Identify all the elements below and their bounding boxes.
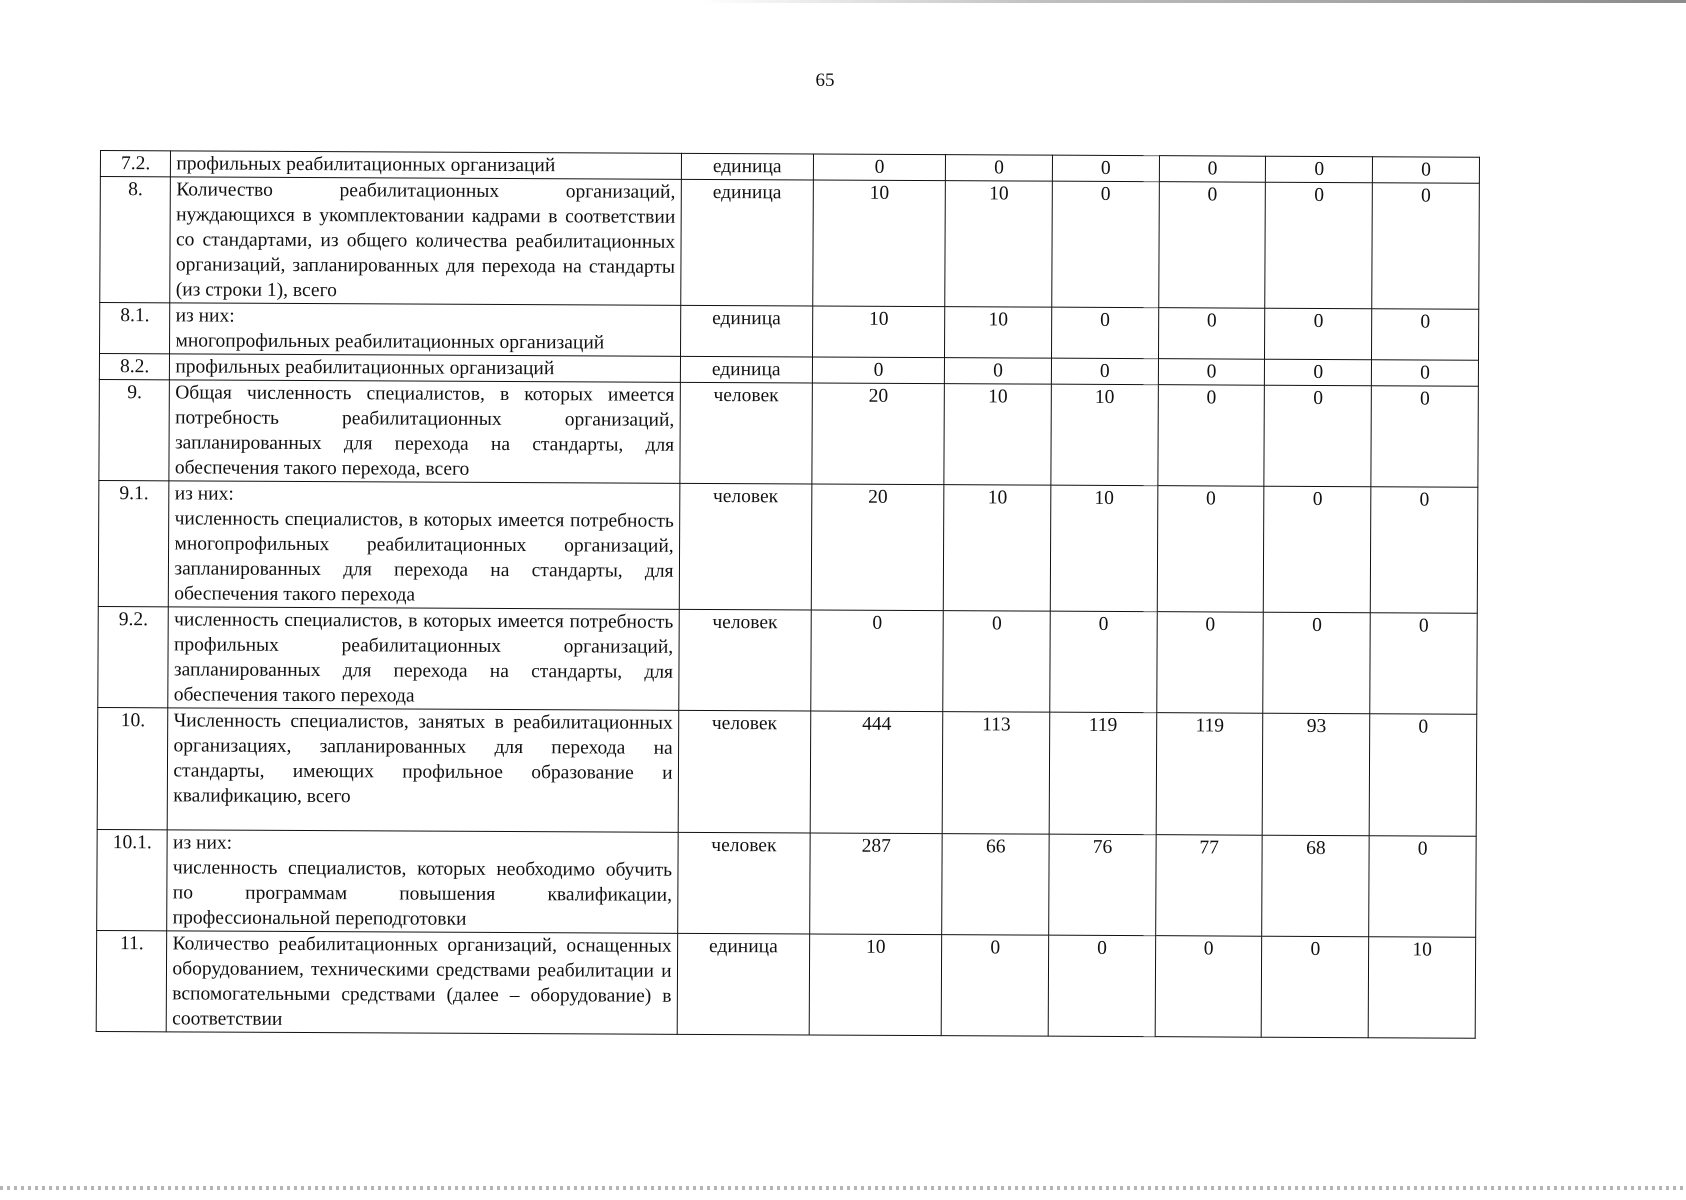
table-body — [96, 151, 1479, 1039]
row-number: 10. — [97, 707, 168, 829]
value-cell: 119 — [1049, 712, 1156, 835]
row-unit: человек — [678, 710, 811, 833]
row-number: 8.2. — [99, 354, 170, 380]
value-cell: 0 — [1372, 183, 1479, 310]
value-cell: 0 — [941, 935, 1048, 1037]
value-cell: 0 — [1050, 611, 1157, 713]
value-cell: 20 — [811, 484, 944, 611]
value-cell: 0 — [1158, 182, 1265, 309]
value-cell: 0 — [1266, 156, 1373, 183]
value-cell: 0 — [1265, 182, 1372, 309]
value-cell: 10 — [813, 180, 946, 307]
row-description — [169, 481, 680, 609]
value-cell: 10 — [1368, 937, 1475, 1039]
value-cell: 0 — [1052, 155, 1159, 182]
row-description — [167, 931, 678, 1034]
row-description — [169, 380, 680, 483]
value-cell: 0 — [1051, 358, 1158, 385]
description-line: Общая численность специалистов, в которых имеется потребность реабилитационных организаций, запланированных для перехода на стандарты, для обеспечения такого перехода, всего — [174, 382, 675, 480]
row-number: 9. — [99, 379, 170, 480]
value-cell: 0 — [946, 155, 1053, 182]
row-number: 11. — [96, 930, 167, 1031]
row-description — [171, 151, 681, 179]
value-cell: 0 — [1052, 181, 1159, 308]
row-unit: единица — [677, 933, 810, 1035]
row-description — [170, 177, 681, 305]
row-number: 8.1. — [100, 303, 171, 354]
value-cell: 0 — [812, 357, 944, 384]
value-cell: 0 — [1370, 487, 1477, 614]
row-unit: единица — [680, 356, 812, 383]
indicator-table — [96, 150, 1480, 1039]
value-cell: 66 — [942, 834, 1049, 936]
value-cell: 0 — [1052, 307, 1159, 359]
value-cell: 0 — [1265, 308, 1372, 360]
value-cell: 113 — [942, 712, 1049, 835]
value-cell: 119 — [1156, 713, 1263, 836]
table-row — [97, 707, 1477, 836]
table-row — [98, 606, 1477, 714]
description-line: многопрофильных реабилитационных организаций — [175, 330, 605, 354]
row-number: 7.2. — [100, 151, 171, 177]
description-line: численность специалистов, которых необходимо обучить по программам повышения квалификации, профессиональной переподготовки — [172, 857, 673, 930]
value-cell: 10 — [944, 384, 1051, 486]
description-line: Численность специалистов, занятых в реабилитационных организациях, запланированных для перехода на стандарты, имеющих профильное образование и квалификацию, всего — [173, 710, 673, 808]
value-cell: 0 — [1372, 360, 1479, 387]
row-unit: единица — [680, 179, 813, 306]
value-cell: 0 — [1159, 156, 1266, 183]
row-unit: человек — [677, 832, 810, 934]
row-unit: человек — [678, 609, 811, 711]
value-cell: 76 — [1049, 834, 1156, 936]
row-unit: единица — [680, 305, 813, 357]
value-cell: 0 — [1156, 612, 1263, 714]
value-cell: 77 — [1155, 835, 1262, 937]
value-cell: 0 — [1264, 385, 1371, 487]
description-line: из них: — [175, 305, 235, 327]
table-row — [96, 930, 1475, 1038]
table-row — [98, 480, 1478, 613]
value-cell: 10 — [945, 181, 1052, 308]
value-cell: 0 — [1265, 359, 1372, 386]
row-number: 10.1. — [97, 829, 168, 930]
description-line: Количество реабилитационных организаций, оснащенных оборудованием, техническими средствами реабилитации и вспомогательными средствами (далее – оборудование) в соответствии — [172, 933, 672, 1030]
value-cell: 0 — [1155, 936, 1262, 1038]
description-line: профильных реабилитационных организаций — [175, 356, 555, 380]
table-row — [100, 303, 1479, 361]
page-number: 65 — [815, 70, 835, 91]
value-cell: 10 — [944, 485, 1051, 612]
value-cell: 0 — [1373, 157, 1480, 184]
value-cell: 0 — [943, 611, 1050, 713]
value-cell: 0 — [1048, 935, 1155, 1037]
description-line: численность специалистов, в которых имеется потребность профильных реабилитационных организаций, запланированных для перехода на стандарты, для обеспечения такого перехода — [173, 609, 674, 707]
value-cell: 20 — [812, 383, 945, 485]
value-cell: 0 — [945, 358, 1052, 385]
value-cell: 0 — [1369, 714, 1476, 837]
table-row — [97, 829, 1476, 937]
value-cell: 0 — [1372, 309, 1479, 361]
row-description — [168, 607, 679, 710]
value-cell: 10 — [1050, 485, 1157, 612]
description-line: из них: — [173, 832, 233, 854]
value-cell: 0 — [1158, 308, 1265, 360]
table-row — [100, 177, 1480, 310]
description-line: численность специалистов, в которых имеется потребность многопрофильных реабилитационных организаций, запланированных для перехода на стандарты, для обеспечения такого перехода — [174, 508, 674, 606]
value-cell: 10 — [809, 934, 942, 1036]
value-cell: 0 — [1158, 359, 1265, 386]
scan-edge-bottom — [0, 1186, 1686, 1190]
value-cell: 0 — [1263, 612, 1370, 714]
scan-edge-top — [700, 0, 1686, 3]
row-number: 9.2. — [98, 606, 169, 707]
description-line: Количество реабилитационных организаций, нуждающихся в укомплектовании кадрами в соответствии со стандартами, из общего количества реабилитационных организаций, запланированных для перехода на стандарты (из строки 1), всего — [175, 179, 676, 302]
value-cell: 0 — [1264, 486, 1371, 613]
value-cell: 0 — [1371, 386, 1478, 488]
value-cell: 0 — [811, 610, 944, 712]
value-cell: 444 — [810, 711, 943, 834]
value-cell: 0 — [813, 154, 945, 181]
value-cell: 10 — [812, 306, 945, 358]
value-cell: 287 — [810, 833, 943, 935]
row-description — [167, 830, 678, 933]
row-unit: человек — [679, 382, 812, 484]
value-cell: 0 — [1262, 936, 1369, 1038]
row-description — [168, 708, 679, 832]
value-cell: 0 — [1157, 486, 1264, 613]
value-cell: 68 — [1262, 835, 1369, 937]
row-description — [170, 303, 680, 356]
description-line: из них: — [174, 483, 234, 505]
row-number: 9.1. — [98, 480, 169, 606]
table-row — [99, 379, 1478, 487]
value-cell: 0 — [1369, 836, 1476, 938]
value-cell: 10 — [1051, 384, 1158, 486]
description-line: профильных реабилитационных организаций — [176, 153, 556, 177]
row-unit: единица — [681, 153, 813, 180]
row-number: 8. — [100, 177, 171, 303]
value-cell: 10 — [945, 307, 1052, 359]
row-description — [170, 354, 680, 382]
value-cell: 0 — [1370, 613, 1477, 715]
value-cell: 0 — [1158, 385, 1265, 487]
value-cell: 93 — [1263, 713, 1370, 836]
row-unit: человек — [679, 483, 812, 610]
